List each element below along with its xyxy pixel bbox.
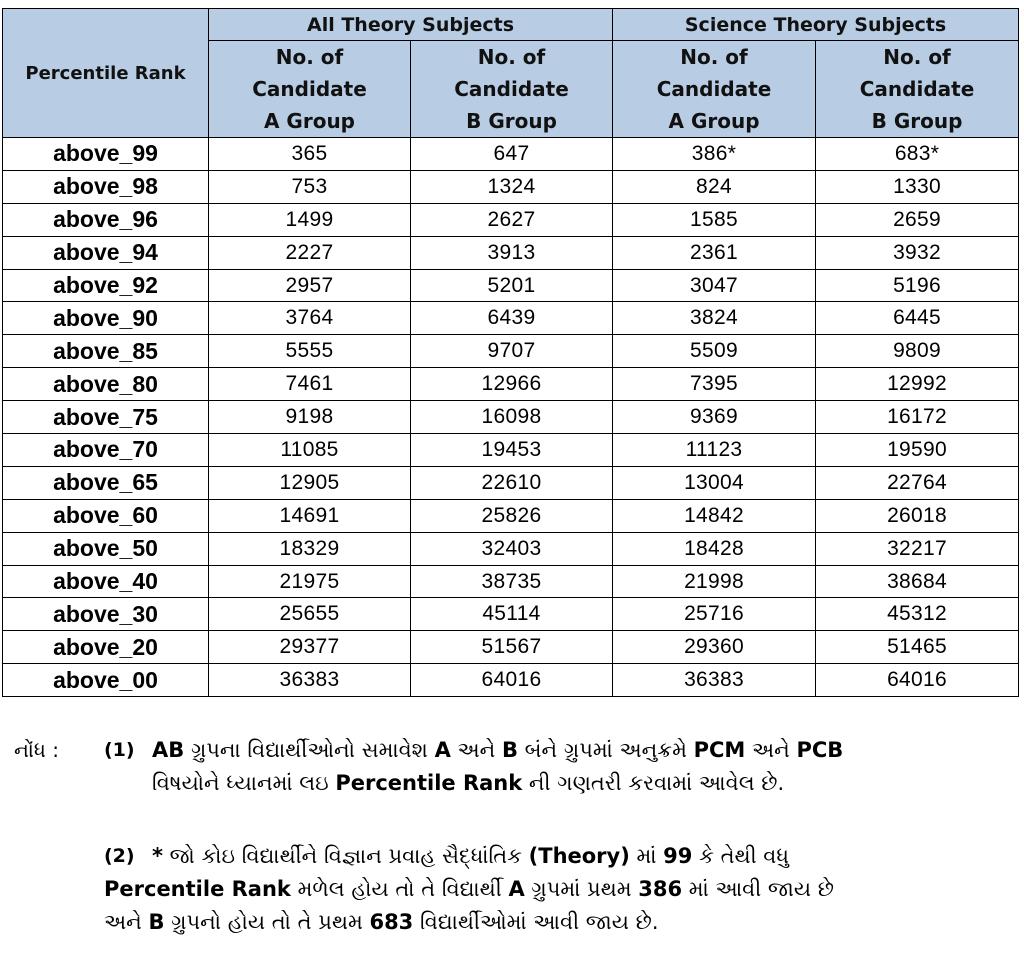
value-cell: 6439 [411,302,613,335]
col-header-science-a: No. of Candidate A Group [613,41,816,138]
value-cell: 3913 [411,236,613,269]
value-cell: 25826 [411,499,613,532]
note-text-segment: 386 [638,877,683,901]
value-cell: 11123 [613,434,816,467]
rank-cell: above_70 [3,434,209,467]
value-cell: 14842 [613,499,816,532]
note-text-segment: PCB [796,738,844,762]
value-cell: 38735 [411,565,613,598]
note-2 [104,840,1004,939]
table-row [3,598,1019,631]
note-text-segment: માં આવી જાય છે [682,877,834,901]
value-cell: 51465 [816,631,1019,664]
value-cell: 12966 [411,368,613,401]
table-row [3,401,1019,434]
value-cell: 64016 [411,664,613,697]
value-cell: 36383 [613,664,816,697]
value-cell: 16172 [816,401,1019,434]
value-cell: 21975 [209,565,411,598]
value-cell: 29377 [209,631,411,664]
value-cell: 5201 [411,269,613,302]
value-cell: 9707 [411,335,613,368]
value-cell: 9369 [613,401,816,434]
note-text-segment: અને [450,738,502,762]
col-header-all-a: No. of Candidate A Group [209,41,411,138]
rank-cell: above_80 [3,368,209,401]
rank-cell: above_94 [3,236,209,269]
value-cell: 2361 [613,236,816,269]
note-text-segment: AB [152,738,185,762]
value-cell: 2627 [411,203,613,236]
note-text-segment: વિષયોને ધ્યાનમાં લઇ [152,771,336,795]
table-row [3,302,1019,335]
value-cell: 18428 [613,532,816,565]
value-cell: 5555 [209,335,411,368]
value-cell: 1324 [411,170,613,203]
note-2-line-2 [104,873,1004,906]
value-cell: 12992 [816,368,1019,401]
rank-cell: above_92 [3,269,209,302]
table-row [3,236,1019,269]
note-text-segment: કે તેથી વધુ [692,844,789,868]
value-cell: 647 [411,138,613,171]
note-1-line-2 [152,767,1004,800]
value-cell: 2227 [209,236,411,269]
table-row [3,203,1019,236]
value-cell: 19453 [411,434,613,467]
table-row [3,335,1019,368]
value-cell: 32217 [816,532,1019,565]
value-cell: 25655 [209,598,411,631]
note-1-line-1 [152,734,1004,767]
rank-cell: above_90 [3,302,209,335]
value-cell: 26018 [816,499,1019,532]
value-cell: 386* [613,138,816,171]
rank-cell: above_40 [3,565,209,598]
rank-cell: above_30 [3,598,209,631]
note-text-segment: 683 [369,910,414,934]
value-cell: 683* [816,138,1019,171]
rank-cell: above_75 [3,401,209,434]
value-cell: 753 [209,170,411,203]
table-row [3,499,1019,532]
table-row [3,368,1019,401]
col-header-all-b: No. of Candidate B Group [411,41,613,138]
rank-cell: above_20 [3,631,209,664]
note-2-number: (2) [104,845,135,867]
value-cell: 19590 [816,434,1019,467]
value-cell: 3764 [209,302,411,335]
value-cell: 2659 [816,203,1019,236]
note-text-segment: માં [629,844,664,868]
table-row [3,565,1019,598]
value-cell: 45114 [411,598,613,631]
value-cell: 9809 [816,335,1019,368]
percentile-table [2,8,1019,697]
note-text-segment: મળેલ હોય તો તે વિદ્યાર્થી [290,877,509,901]
table-row [3,664,1019,697]
note-text-segment: અને [745,738,797,762]
note-text-segment: બંને ગ્રુપમાં અનુક્રમે [518,738,694,762]
rank-cell: above_50 [3,532,209,565]
value-cell: 12905 [209,466,411,499]
note-text-segment: Percentile Rank [104,877,291,901]
note-1-number: (1) [104,739,135,761]
value-cell: 14691 [209,499,411,532]
value-cell: 36383 [209,664,411,697]
value-cell: 38684 [816,565,1019,598]
value-cell: 32403 [411,532,613,565]
table-row [3,170,1019,203]
value-cell: 7461 [209,368,411,401]
note-text-segment: * [152,844,163,868]
note-text-segment: જો કોઇ વિદ્યાર્થીને વિજ્ઞાન પ્રવાહ સૈદ્ધાંતિક [162,844,529,868]
note-text-segment: B [501,738,518,762]
note-text-segment: ગ્રુપનો હોય તો તે પ્રથમ [164,910,370,934]
value-cell: 3932 [816,236,1019,269]
value-cell: 11085 [209,434,411,467]
value-cell: 1585 [613,203,816,236]
value-cell: 1499 [209,203,411,236]
note-text-segment: વિદ્યાર્થીઓમાં આવી જાય છે. [413,910,659,934]
all-theory-header: All Theory Subjects [209,9,613,41]
note-text-segment: PCM [693,738,746,762]
value-cell: 5196 [816,269,1019,302]
rank-cell: above_60 [3,499,209,532]
note-2-line-3 [104,906,1004,939]
value-cell: 22610 [411,466,613,499]
col-header-science-b: No. of Candidate B Group [816,41,1019,138]
note-text-segment: A [508,877,525,901]
rank-cell: above_96 [3,203,209,236]
value-cell: 45312 [816,598,1019,631]
value-cell: 18329 [209,532,411,565]
value-cell: 22764 [816,466,1019,499]
rank-cell: above_65 [3,466,209,499]
rank-cell: above_99 [3,138,209,171]
note-text-segment: (Theory) [528,844,630,868]
table-row [3,434,1019,467]
value-cell: 9198 [209,401,411,434]
table-row [3,532,1019,565]
value-cell: 16098 [411,401,613,434]
value-cell: 1330 [816,170,1019,203]
table-row [3,138,1019,171]
science-theory-header: Science Theory Subjects [613,9,1019,41]
value-cell: 7395 [613,368,816,401]
table-body [3,138,1019,697]
value-cell: 51567 [411,631,613,664]
note-text-segment: ની ગણતરી કરવામાં આવેલ છે. [522,771,785,795]
rank-cell: above_98 [3,170,209,203]
rank-cell: above_85 [3,335,209,368]
table-row [3,269,1019,302]
value-cell: 3047 [613,269,816,302]
note-text-segment: ગ્રુપમાં પ્રથમ [524,877,639,901]
value-cell: 3824 [613,302,816,335]
rank-cell: above_00 [3,664,209,697]
percentile-rank-header: Percentile Rank [3,9,209,138]
table-row [3,466,1019,499]
note-1 [104,734,1004,800]
note-label: નોંધ : [14,738,59,762]
note-text-segment: ગ્રુપના વિદ્યાર્થીઓનો સમાવેશ [184,738,435,762]
note-text-segment: A [434,738,451,762]
value-cell: 5509 [613,335,816,368]
value-cell: 6445 [816,302,1019,335]
note-2-line-1 [152,840,1004,873]
note-text-segment: B [148,910,165,934]
value-cell: 2957 [209,269,411,302]
value-cell: 25716 [613,598,816,631]
value-cell: 29360 [613,631,816,664]
value-cell: 21998 [613,565,816,598]
note-text-segment: 99 [663,844,693,868]
value-cell: 824 [613,170,816,203]
note-text-segment: Percentile Rank [335,771,523,795]
table-row [3,631,1019,664]
value-cell: 365 [209,138,411,171]
value-cell: 64016 [816,664,1019,697]
note-text-segment: અને [104,910,149,934]
value-cell: 13004 [613,466,816,499]
